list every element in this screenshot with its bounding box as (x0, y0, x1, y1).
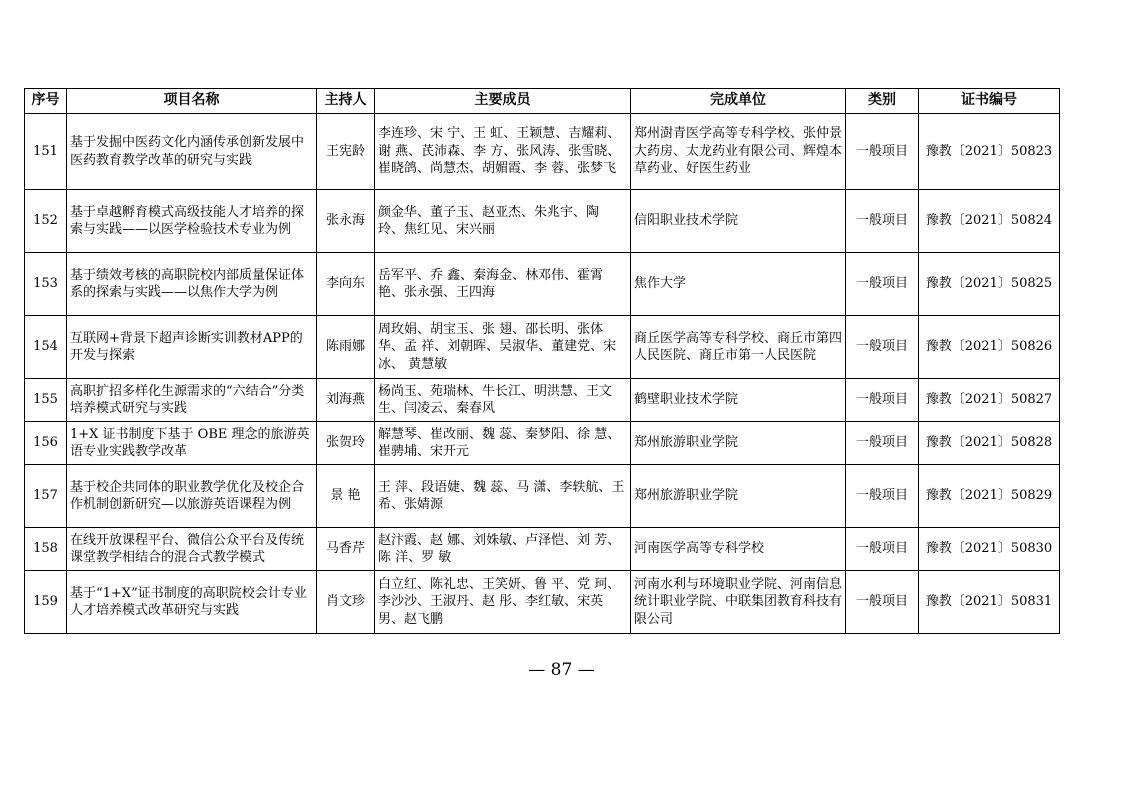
cell-host: 张贺玲 (317, 422, 375, 465)
cell-unit: 信阳职业技术学院 (631, 190, 846, 253)
cell-cert: 豫教〔2021〕50824 (919, 190, 1060, 253)
cell-host: 肖文珍 (317, 571, 375, 634)
cell-category: 一般项目 (846, 379, 919, 422)
col-header-unit: 完成单位 (631, 89, 846, 114)
col-header-cert: 证书编号 (919, 89, 1060, 114)
cell-host: 刘海燕 (317, 379, 375, 422)
page-number: — 87 — (528, 660, 595, 680)
cell-project: 基于卓越孵育模式高级技能人才培养的探索与实践——以医学检验技术专业为例 (67, 190, 317, 253)
cell-category: 一般项目 (846, 422, 919, 465)
table-row (25, 316, 1060, 379)
cell-host: 张永海 (317, 190, 375, 253)
cell-members: 白立红、陈礼忠、王笑妍、鲁 平、党 珂、李沙沙、王淑丹、赵 彤、李红敏、宋英男、赵飞鹏 (375, 571, 631, 634)
table-row (25, 379, 1060, 422)
cell-unit: 焦作大学 (631, 253, 846, 316)
cell-unit: 商丘医学高等专科学校、商丘市第四人民医院、商丘市第一人民医院 (631, 316, 846, 379)
cell-project: 基于发掘中医药文化内涵传承创新发展中医药教育教学改革的研究与实践 (67, 114, 317, 190)
cell-cert: 豫教〔2021〕50830 (919, 528, 1060, 571)
cell-host: 景 艳 (317, 465, 375, 528)
cell-unit: 郑州澍青医学高等专科学校、张仲景大药房、太龙药业有限公司、辉煌本草药业、好医生药业 (631, 114, 846, 190)
table-row (25, 114, 1060, 190)
cell-seq: 153 (25, 253, 67, 316)
col-header-seq: 序号 (25, 89, 67, 114)
cell-host: 马香芹 (317, 528, 375, 571)
cell-unit: 郑州旅游职业学院 (631, 465, 846, 528)
cell-project: 高职扩招多样化生源需求的“六结合”分类培养模式研究与实践 (67, 379, 317, 422)
cell-category: 一般项目 (846, 316, 919, 379)
cell-cert: 豫教〔2021〕50825 (919, 253, 1060, 316)
cell-seq: 159 (25, 571, 67, 634)
col-header-category: 类别 (846, 89, 919, 114)
cell-members: 周玫娟、胡宝玉、张 翅、邵长明、张体华、孟 祥、刘朝晖、吴淑华、董建党、宋 冰、 黄慧敏 (375, 316, 631, 379)
col-header-members: 主要成员 (375, 89, 631, 114)
cell-host: 李向东 (317, 253, 375, 316)
cell-project: 基于绩效考核的高职院校内部质量保证体系的探索与实践——以焦作大学为例 (67, 253, 317, 316)
cell-seq: 156 (25, 422, 67, 465)
table-row (25, 253, 1060, 316)
award-table (24, 88, 1060, 634)
cell-members: 岳军平、乔 鑫、秦海金、林邓伟、霍霄艳、张永强、王四海 (375, 253, 631, 316)
cell-members: 赵汴霞、赵 娜、刘姝敏、卢泽恺、刘 芳、陈 洋、罗 敏 (375, 528, 631, 571)
cell-category: 一般项目 (846, 465, 919, 528)
cell-seq: 151 (25, 114, 67, 190)
cell-cert: 豫教〔2021〕50827 (919, 379, 1060, 422)
cell-host: 陈雨娜 (317, 316, 375, 379)
cell-host: 王宪龄 (317, 114, 375, 190)
cell-cert: 豫教〔2021〕50828 (919, 422, 1060, 465)
cell-cert: 豫教〔2021〕50826 (919, 316, 1060, 379)
cell-project: 基于“1+X”证书制度的高职院校会计专业人才培养模式改革研究与实践 (67, 571, 317, 634)
cell-members: 颜金华、董子玉、赵亚杰、朱兆宇、陶 玲、焦红见、宋兴丽 (375, 190, 631, 253)
cell-unit: 河南医学高等专科学校 (631, 528, 846, 571)
cell-cert: 豫教〔2021〕50823 (919, 114, 1060, 190)
table-row (25, 465, 1060, 528)
cell-cert: 豫教〔2021〕50831 (919, 571, 1060, 634)
cell-category: 一般项目 (846, 190, 919, 253)
cell-project: 1+X 证书制度下基于 OBE 理念的旅游英语专业实践教学改革 (67, 422, 317, 465)
col-header-host: 主持人 (317, 89, 375, 114)
cell-members: 杨尚玉、苑瑞林、牛长江、明洪慧、王文生、闫凌云、秦春风 (375, 379, 631, 422)
cell-seq: 154 (25, 316, 67, 379)
cell-unit: 郑州旅游职业学院 (631, 422, 846, 465)
table-row (25, 528, 1060, 571)
cell-category: 一般项目 (846, 571, 919, 634)
cell-members: 解慧琴、崔改丽、魏 蕊、秦梦阳、徐 慧、崔骋埔、宋开元 (375, 422, 631, 465)
cell-project: 互联网+背景下超声诊断实训教材APP的开发与探索 (67, 316, 317, 379)
header-row (25, 89, 1060, 114)
cell-seq: 157 (25, 465, 67, 528)
cell-category: 一般项目 (846, 528, 919, 571)
table-row (25, 571, 1060, 634)
col-header-project: 项目名称 (67, 89, 317, 114)
table-row (25, 190, 1060, 253)
cell-seq: 158 (25, 528, 67, 571)
cell-members: 李连珍、宋 宁、王 虹、王颖慧、吉耀莉、谢 燕、芪沛森、李 方、张风涛、张雪晓、崔晓鸽、尚慧杰、胡媚霞、李 蓉、张梦飞 (375, 114, 631, 190)
cell-unit: 河南水利与环境职业学院、河南信息统计职业学院、中联集团教育科技有限公司 (631, 571, 846, 634)
cell-members: 王 萍、段语婕、魏 蕊、马 潇、李轶航、王 希、张婧源 (375, 465, 631, 528)
table-row (25, 422, 1060, 465)
cell-seq: 155 (25, 379, 67, 422)
cell-category: 一般项目 (846, 114, 919, 190)
cell-project: 在线开放课程平台、微信公众平台及传统课堂教学相结合的混合式教学模式 (67, 528, 317, 571)
cell-project: 基于校企共同体的职业教学优化及校企合作机制创新研究—以旅游英语课程为例 (67, 465, 317, 528)
cell-unit: 鹤壁职业技术学院 (631, 379, 846, 422)
cell-seq: 152 (25, 190, 67, 253)
cell-cert: 豫教〔2021〕50829 (919, 465, 1060, 528)
cell-category: 一般项目 (846, 253, 919, 316)
